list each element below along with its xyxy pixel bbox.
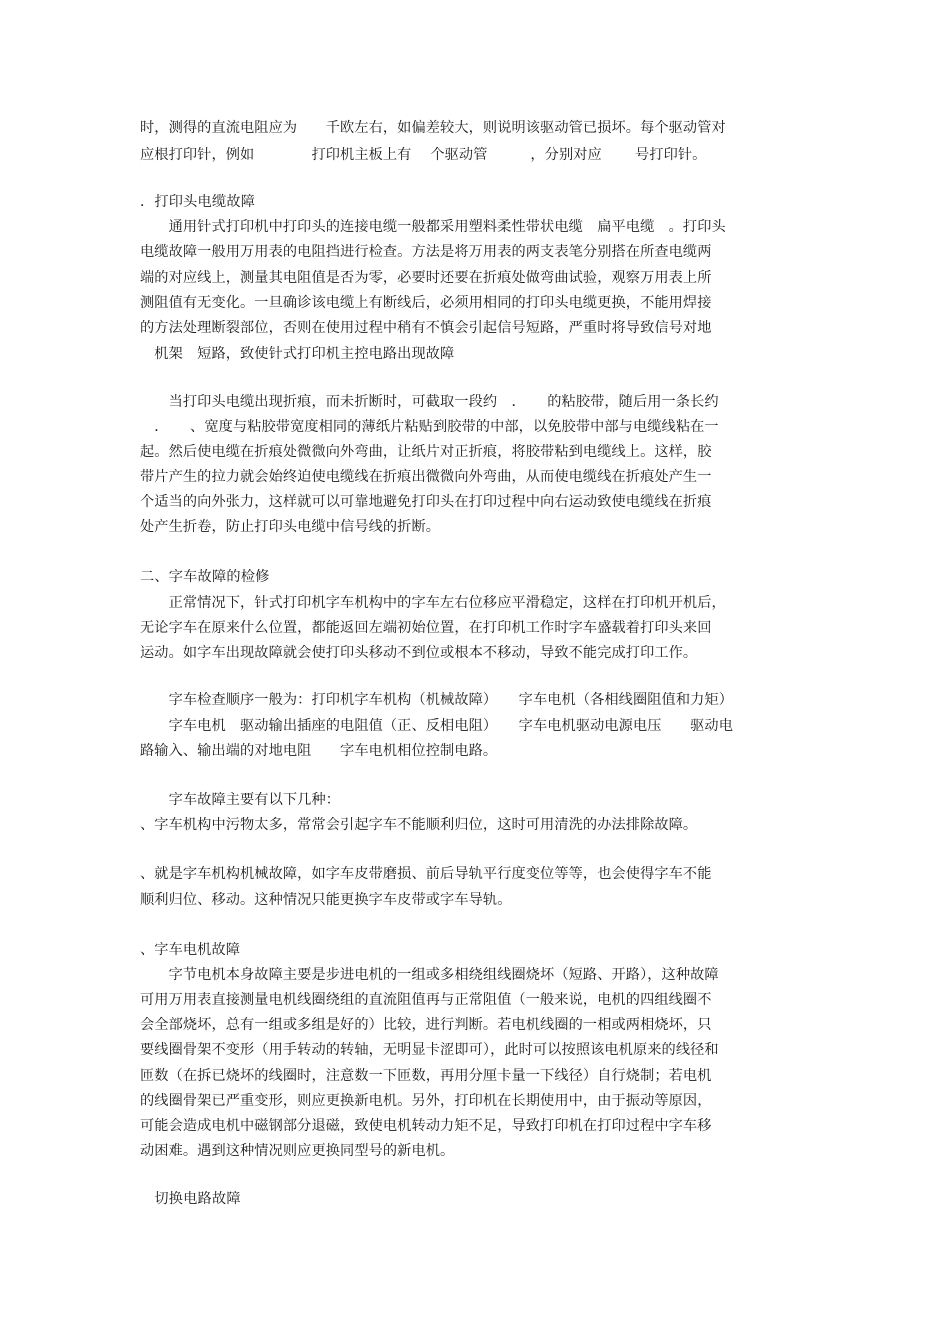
text-line: 当打印头电缆出现折痕，而未折断时，可截取一段约 ． 的粘胶带，随后用一条长约 <box>140 394 719 410</box>
text-line: 时，测得的直流电阻应为 千欧左右，如偏差较大，则说明该驱动管已损坏。每个驱动管对 <box>140 120 726 136</box>
text-line: 处产生折卷，防止打印头电缆中信号线的折断。 <box>140 519 441 535</box>
text-line: 字车检查顺序一般为：打印机字车机构（机械故障） 字车电机（各相线圈阻值和力矩） <box>140 692 733 708</box>
text-line: 要线圈骨架不变形（用手转动的转轴，无明显卡涩即可），此时可以按照该电机原来的线径和 <box>140 1042 719 1058</box>
text-line: 机架 短路，致使针式打印机主控电路出现故障 <box>140 346 455 362</box>
text-line: 正常情况下，针式打印机字车机构中的字车左右位移应平滑稳定，这样在打印机开机后， <box>140 595 726 611</box>
list-item: 、就是字车机构机械故障，如字车皮带磨损、前后导轨平行度变位等等，也会使得字车不能 <box>140 866 712 882</box>
list-item: 、字车机构中污物太多，常常会引起字车不能顺利归位，这时可用清洗的办法排除故障。 <box>140 817 698 833</box>
text-line: 运动。如字车出现故障就会使打印头移动不到位或根本不移动，导致不能完成打印工作。 <box>140 645 698 661</box>
text-line: 可用万用表直接测量电机线圈绕组的直流阻值再与正常阻值（一般来说，电机的四组线圈不 <box>140 992 712 1008</box>
text-line: 的方法处理断裂部位，否则在使用过程中稍有不慎会引起信号短路，严重时将导致信号对地 <box>140 320 712 336</box>
section-heading: 二、字车故障的检修 <box>140 569 270 585</box>
text-line: 带片产生的拉力就会始终迫使电缆线在折痕出微微向外弯曲，从而使电缆线在折痕处产生一 <box>140 469 712 485</box>
text-line: 的线圈骨架已严重变形，则应更换新电机。另外，打印机在长期使用中，由于振动等原因， <box>140 1093 712 1109</box>
text-line: 个适当的向外张力，这样就可以可靠地避免打印头在打印过程中向右运动致使电缆线在折痕 <box>140 494 712 510</box>
text-line: 端的对应线上，测量其电阻值是否为零，必要时还要在折痕处做弯曲试验，观察万用表上所 <box>140 270 712 286</box>
text-line: 字节电机本身故障主要是步进电机的一组或多相绕组线圈烧坏（短路、开路），这种故障 <box>140 967 719 983</box>
text-line: 字车故障主要有以下几种： <box>140 792 341 808</box>
text-line: 通用针式打印机中打印头的连接电缆一般都采用塑料柔性带状电缆 扁平电缆 。打印头 <box>140 219 726 235</box>
text-line: 可能会造成电机中磁钢部分退磁，致使电机转动力矩不足，导致打印机在打印过程中字车移 <box>140 1118 712 1134</box>
text-line: 匝数（在拆已烧坏的线圈时，注意数一下匝数，再用分厘卡量一下线径）自行烧制；若电机 <box>140 1068 712 1084</box>
section-heading: ．打印头电缆故障 <box>140 194 256 210</box>
text-line: 无论字车在原来什么位置，都能返回左端初始位置，在打印机工作时字车盛载着打印头来回 <box>140 620 712 636</box>
text-line: 动困难。遇到这种情况则应更换同型号的新电机。 <box>140 1143 455 1159</box>
section-heading: 切换电路故障 <box>140 1191 241 1207</box>
text-line: 电缆故障一般用万用表的电阻挡进行检查。方法是将万用表的两支表笔分别搭在所查电缆两 <box>140 244 712 260</box>
list-item: 、字车电机故障 <box>140 942 241 958</box>
text-line: 顺利归位、移动。这种情况只能更换字车皮带或字车导轨。 <box>140 892 512 908</box>
text-line: 应根打印针，例如 打印机主板上有 个驱动管 ，分别对应 号打印针。 <box>140 147 707 163</box>
text-line: 起。然后使电缆在折痕处微微向外弯曲，让纸片对正折痕，将胶带粘到电缆线上。这样，胶 <box>140 444 712 460</box>
text-line: 会全部烧坏，总有一组或多组是好的）比较，进行判断。若电机线圈的一相或两相烧坏，只 <box>140 1017 712 1033</box>
text-line: ． 、宽度与粘胶带宽度相同的薄纸片粘贴到胶带的中部，以免胶带中部与电缆线粘在一 <box>140 419 719 435</box>
text-line: 字车电机 驱动输出插座的电阻值（正、反相电阻） 字车电机驱动电源电压 驱动电 <box>140 718 733 734</box>
text-line: 路输入、输出端的对地电阻 字车电机相位控制电路。 <box>140 743 498 759</box>
text-line: 测阻值有无变化。一旦确诊该电缆上有断线后，必须用相同的打印头电缆更换，不能用焊接 <box>140 295 712 311</box>
